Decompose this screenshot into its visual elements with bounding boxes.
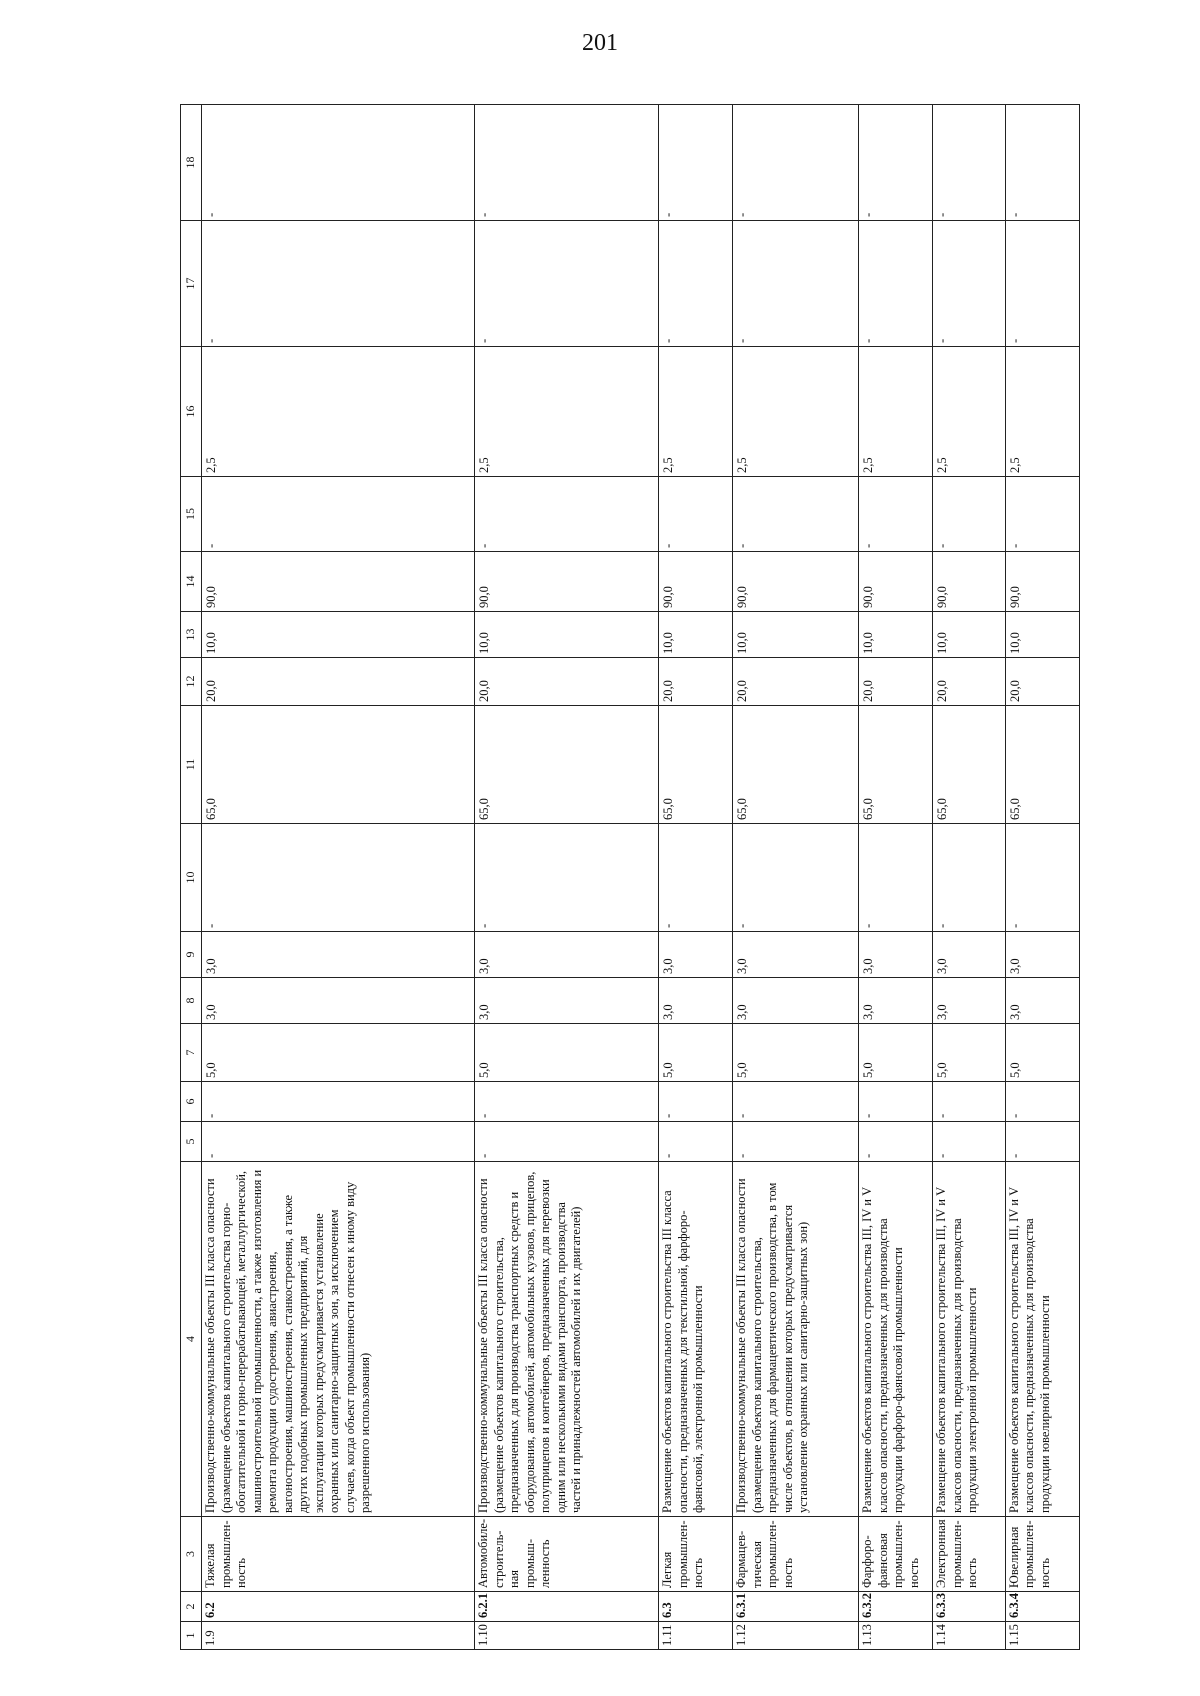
cell-no: 1.11: [659, 1622, 733, 1650]
cell-c16: 2,5: [202, 347, 475, 477]
cell-c6: -: [859, 1082, 933, 1122]
cell-c17: -: [202, 221, 475, 347]
cell-c10: -: [933, 824, 1005, 932]
cell-name: Фарфоро-фаянсовая промышлен-ность: [859, 1517, 933, 1592]
cell-desc: Производственно-коммунальные объекты III класса опасности (размещение объектов капитального строительства, предназначенных для производства транспортных средств и оборудования, автомобилей, автомобильных кузовов, прицепов, полуприцепов и контейнеров, предназначенных для перевозки одним или несколькими видами транспорта, производства частей и принадлежностей автомобилей и их двигателей): [475, 1162, 659, 1517]
cell-c11: 65,0: [733, 706, 859, 824]
column-header: 12: [181, 658, 202, 706]
table-body: [202, 105, 1080, 1650]
cell-c17: -: [475, 221, 659, 347]
cell-c18: -: [859, 105, 933, 221]
cell-c18: -: [475, 105, 659, 221]
cell-c14: 90,0: [859, 552, 933, 612]
cell-c12: 20,0: [733, 658, 859, 706]
cell-c11: 65,0: [202, 706, 475, 824]
cell-no: 1.12: [733, 1622, 859, 1650]
cell-desc: Размещение объектов капитального строительства III класса опасности, предназначенных для текстильной, фарфоро-фаянсовой, электронной промышленности: [659, 1162, 733, 1517]
column-header: 14: [181, 552, 202, 612]
cell-c8: 3,0: [933, 978, 1005, 1024]
column-header: 13: [181, 612, 202, 658]
cell-c8: 3,0: [202, 978, 475, 1024]
cell-c11: 65,0: [659, 706, 733, 824]
cell-c5: -: [659, 1122, 733, 1162]
column-header: 15: [181, 477, 202, 552]
cell-c18: -: [933, 105, 1005, 221]
column-header: 16: [181, 347, 202, 477]
cell-c15: -: [659, 477, 733, 552]
cell-no: 1.13: [859, 1622, 933, 1650]
column-header: 7: [181, 1024, 202, 1082]
cell-name: Электронная промышлен-ность: [933, 1517, 1005, 1592]
cell-c8: 3,0: [475, 978, 659, 1024]
cell-code: 6.3: [659, 1592, 733, 1622]
column-header: 10: [181, 824, 202, 932]
column-header: 4: [181, 1162, 202, 1517]
cell-c15: -: [475, 477, 659, 552]
cell-c12: 20,0: [475, 658, 659, 706]
cell-c5: -: [733, 1122, 859, 1162]
cell-c16: 2,5: [659, 347, 733, 477]
cell-c10: -: [659, 824, 733, 932]
cell-c14: 90,0: [733, 552, 859, 612]
cell-c7: 5,0: [659, 1024, 733, 1082]
cell-c15: -: [733, 477, 859, 552]
cell-c6: -: [659, 1082, 733, 1122]
cell-c5: -: [859, 1122, 933, 1162]
cell-c9: 3,0: [475, 932, 659, 978]
column-header: 18: [181, 105, 202, 221]
column-header: 9: [181, 932, 202, 978]
cell-c13: 10,0: [859, 612, 933, 658]
cell-name: Легкая промышлен-ность: [659, 1517, 733, 1592]
cell-c8: 3,0: [1005, 978, 1079, 1024]
cell-c15: -: [933, 477, 1005, 552]
cell-c7: 5,0: [475, 1024, 659, 1082]
column-header: 6: [181, 1082, 202, 1122]
cell-desc: Размещение объектов капитального строительства III, IV и V классов опасности, предназначенных для производства продукции электронной промышленности: [933, 1162, 1005, 1517]
cell-c8: 3,0: [659, 978, 733, 1024]
cell-c10: -: [733, 824, 859, 932]
cell-c12: 20,0: [202, 658, 475, 706]
cell-c11: 65,0: [859, 706, 933, 824]
cell-c7: 5,0: [859, 1024, 933, 1082]
cell-c12: 20,0: [933, 658, 1005, 706]
cell-c14: 90,0: [933, 552, 1005, 612]
cell-no: 1.15: [1005, 1622, 1079, 1650]
cell-c14: 90,0: [1005, 552, 1079, 612]
cell-desc: Производственно-коммунальные объекты III класса опасности (размещение объектов капитального строительства, предназначенных для фармацевтического производства, в том числе объектов, в отношении которых предусматривается установление охранных или санитарно-защитных зон): [733, 1162, 859, 1517]
cell-c6: -: [1005, 1082, 1079, 1122]
cell-c13: 10,0: [659, 612, 733, 658]
cell-c16: 2,5: [475, 347, 659, 477]
cell-c12: 20,0: [859, 658, 933, 706]
cell-c18: -: [202, 105, 475, 221]
cell-code: 6.2: [202, 1592, 475, 1622]
cell-c16: 2,5: [933, 347, 1005, 477]
cell-name: Фармацев-тическая промышлен-ность: [733, 1517, 859, 1592]
cell-code: 6.3.1: [733, 1592, 859, 1622]
cell-code: 6.3.3: [933, 1592, 1005, 1622]
cell-name: Тяжелая промышлен-ность: [202, 1517, 475, 1592]
cell-c5: -: [475, 1122, 659, 1162]
header-row: [181, 105, 202, 1650]
page-number: 201: [582, 30, 618, 56]
cell-c13: 10,0: [1005, 612, 1079, 658]
cell-c14: 90,0: [659, 552, 733, 612]
cell-c13: 10,0: [733, 612, 859, 658]
cell-c5: -: [933, 1122, 1005, 1162]
cell-c11: 65,0: [1005, 706, 1079, 824]
cell-c5: -: [202, 1122, 475, 1162]
rotated-table-wrapper: [180, 105, 1080, 1650]
cell-c15: -: [202, 477, 475, 552]
cell-c17: -: [859, 221, 933, 347]
cell-c7: 5,0: [933, 1024, 1005, 1082]
table-row: [859, 105, 933, 1650]
table-row: [733, 105, 859, 1650]
column-header: 8: [181, 978, 202, 1024]
cell-c10: -: [859, 824, 933, 932]
cell-c12: 20,0: [1005, 658, 1079, 706]
zoning-table: [180, 104, 1080, 1650]
column-header: 1: [181, 1622, 202, 1650]
cell-c7: 5,0: [1005, 1024, 1079, 1082]
cell-c8: 3,0: [859, 978, 933, 1024]
cell-c14: 90,0: [475, 552, 659, 612]
cell-c15: -: [1005, 477, 1079, 552]
cell-c10: -: [1005, 824, 1079, 932]
cell-c8: 3,0: [733, 978, 859, 1024]
table-row: [659, 105, 733, 1650]
cell-c17: -: [659, 221, 733, 347]
cell-c9: 3,0: [933, 932, 1005, 978]
table-row: [933, 105, 1005, 1650]
cell-no: 1.9: [202, 1622, 475, 1650]
cell-desc: Размещение объектов капитального строительства III, IV и V классов опасности, предназначенных для производства продукции ювелирной промышленности: [1005, 1162, 1079, 1517]
cell-c9: 3,0: [1005, 932, 1079, 978]
cell-code: 6.3.2: [859, 1592, 933, 1622]
cell-c6: -: [933, 1082, 1005, 1122]
cell-no: 1.14: [933, 1622, 1005, 1650]
cell-code: 6.2.1: [475, 1592, 659, 1622]
column-header: 11: [181, 706, 202, 824]
cell-c14: 90,0: [202, 552, 475, 612]
cell-c13: 10,0: [933, 612, 1005, 658]
cell-c13: 10,0: [475, 612, 659, 658]
column-header: 2: [181, 1592, 202, 1622]
cell-c9: 3,0: [659, 932, 733, 978]
column-header: 17: [181, 221, 202, 347]
table-row: [1005, 105, 1079, 1650]
cell-c11: 65,0: [933, 706, 1005, 824]
cell-c16: 2,5: [1005, 347, 1079, 477]
cell-c17: -: [733, 221, 859, 347]
cell-c15: -: [859, 477, 933, 552]
cell-c6: -: [202, 1082, 475, 1122]
cell-name: Ювелирная промышлен-ность: [1005, 1517, 1079, 1592]
cell-c7: 5,0: [202, 1024, 475, 1082]
cell-c6: -: [733, 1082, 859, 1122]
cell-desc: Размещение объектов капитального строительства III, IV и V классов опасности, предназначенных для производства продукции фарфоро-фаянсовой промышленности: [859, 1162, 933, 1517]
table-row: [475, 105, 659, 1650]
cell-c16: 2,5: [733, 347, 859, 477]
cell-c10: -: [475, 824, 659, 932]
table-row: [202, 105, 475, 1650]
cell-c9: 3,0: [859, 932, 933, 978]
cell-c12: 20,0: [659, 658, 733, 706]
cell-c5: -: [1005, 1122, 1079, 1162]
column-header: 5: [181, 1122, 202, 1162]
cell-c18: -: [659, 105, 733, 221]
cell-no: 1.10: [475, 1622, 659, 1650]
cell-c9: 3,0: [202, 932, 475, 978]
cell-name: Автомобиле-строитель-ная промыш-ленность: [475, 1517, 659, 1592]
cell-c18: -: [1005, 105, 1079, 221]
cell-c11: 65,0: [475, 706, 659, 824]
cell-c7: 5,0: [733, 1024, 859, 1082]
cell-c10: -: [202, 824, 475, 932]
cell-c16: 2,5: [859, 347, 933, 477]
cell-code: 6.3.4: [1005, 1592, 1079, 1622]
cell-c9: 3,0: [733, 932, 859, 978]
cell-c17: -: [1005, 221, 1079, 347]
cell-c17: -: [933, 221, 1005, 347]
column-header: 3: [181, 1517, 202, 1592]
cell-desc: Производственно-коммунальные объекты III класса опасности (размещение объектов капитального строительства горно-обогатительной и горно-перерабатывающей, металлургической, машиностроительной промышленности, а также изготовления и ремонта продукции судостроения, авиастроения, вагоностроения, машиностроения, станкостроения, а также других подобных промышленных предприятий, для эксплуатации которых предусматривается установление охранных или санитарно-защитных зон, за исключением случаев, когда объект промышленности отнесен к иному виду разрешенного использования): [202, 1162, 475, 1517]
cell-c13: 10,0: [202, 612, 475, 658]
cell-c6: -: [475, 1082, 659, 1122]
cell-c18: -: [733, 105, 859, 221]
